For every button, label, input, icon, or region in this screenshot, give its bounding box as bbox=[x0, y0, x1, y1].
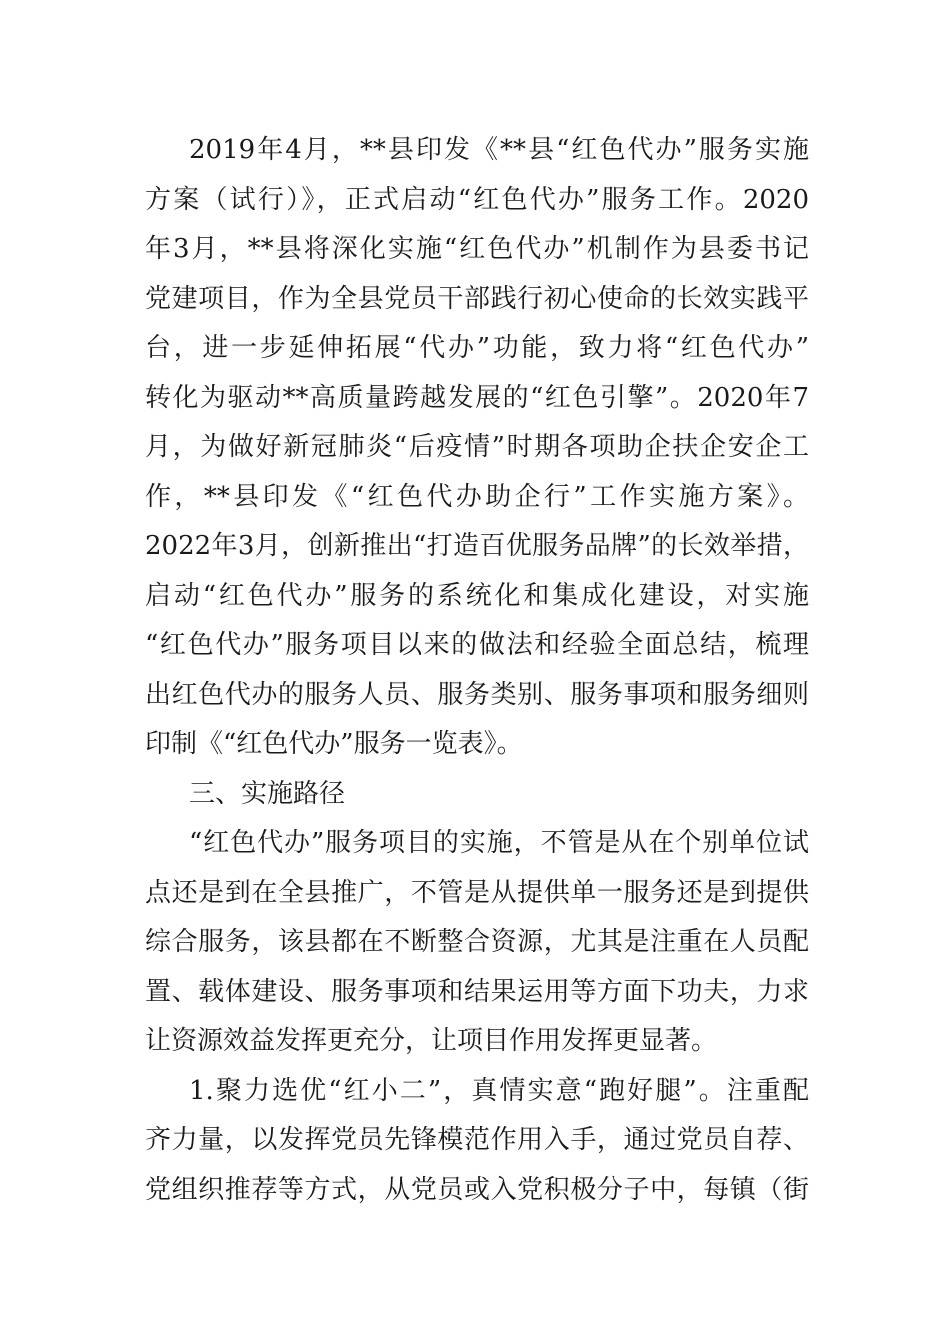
text-line: 2022年3月，创新推出“打造百优服务品牌”的长效举措， bbox=[145, 531, 809, 561]
text-line: 三、实施路径 bbox=[189, 778, 346, 809]
text-line: “红色代办”服务项目的实施，不管是从在个别单位试 bbox=[189, 828, 809, 858]
document-body bbox=[145, 126, 809, 1215]
text-line: 转化为驱动**高质量跨越发展的“红色引擎”。2020年7 bbox=[145, 382, 809, 413]
text-line: 作，**县印发《“红色代办助企行”工作实施方案》。 bbox=[145, 481, 809, 512]
text-line: 方案（试行）》，正式启动“红色代办”服务工作。2020 bbox=[145, 184, 809, 215]
text-line: 出红色代办的服务人员、服务类别、服务事项和服务细则 bbox=[145, 679, 809, 710]
text-line: “红色代办”服务项目以来的做法和经验全面总结，梳理 bbox=[145, 630, 809, 660]
text-line: 月，为做好新冠肺炎“后疫情”时期各项助企扶企安企工 bbox=[145, 432, 809, 462]
text-line: 年3月，**县将深化实施“红色代办”机制作为县委书记 bbox=[145, 234, 809, 264]
text-line: 点还是到在全县推广，不管是从提供单一服务还是到提供 bbox=[145, 877, 809, 908]
text-line: 2019年4月，**县印发《**县“红色代办”服务实施 bbox=[189, 135, 809, 165]
text-line: 党建项目，作为全县党员干部践行初心使命的长效实践平 bbox=[145, 283, 809, 314]
text-line: 综合服务，该县都在不断整合资源，尤其是注重在人员配 bbox=[145, 927, 809, 957]
text-line: 印制《“红色代办”服务一览表》。 bbox=[145, 729, 523, 759]
text-line: 党组织推荐等方式，从党员或入党积极分子中，每镇（街 bbox=[145, 1174, 809, 1205]
text-line: 置、载体建设、服务事项和结果运用等方面下功夫，力求 bbox=[145, 976, 809, 1007]
text-line: 让资源效益发挥更充分，让项目作用发挥更显著。 bbox=[145, 1026, 718, 1056]
text-line: 齐力量，以发挥党员先锋模范作用入手，通过党员自荐、 bbox=[145, 1125, 809, 1155]
text-line: 1.聚力选优“红小二”，真情实意“跑好腿”。注重配 bbox=[189, 1075, 809, 1106]
text-line: 台，进一步延伸拓展“代办”功能，致力将“红色代办” bbox=[145, 333, 809, 363]
text-line: 启动“红色代办”服务的系统化和集成化建设，对实施 bbox=[145, 580, 809, 611]
